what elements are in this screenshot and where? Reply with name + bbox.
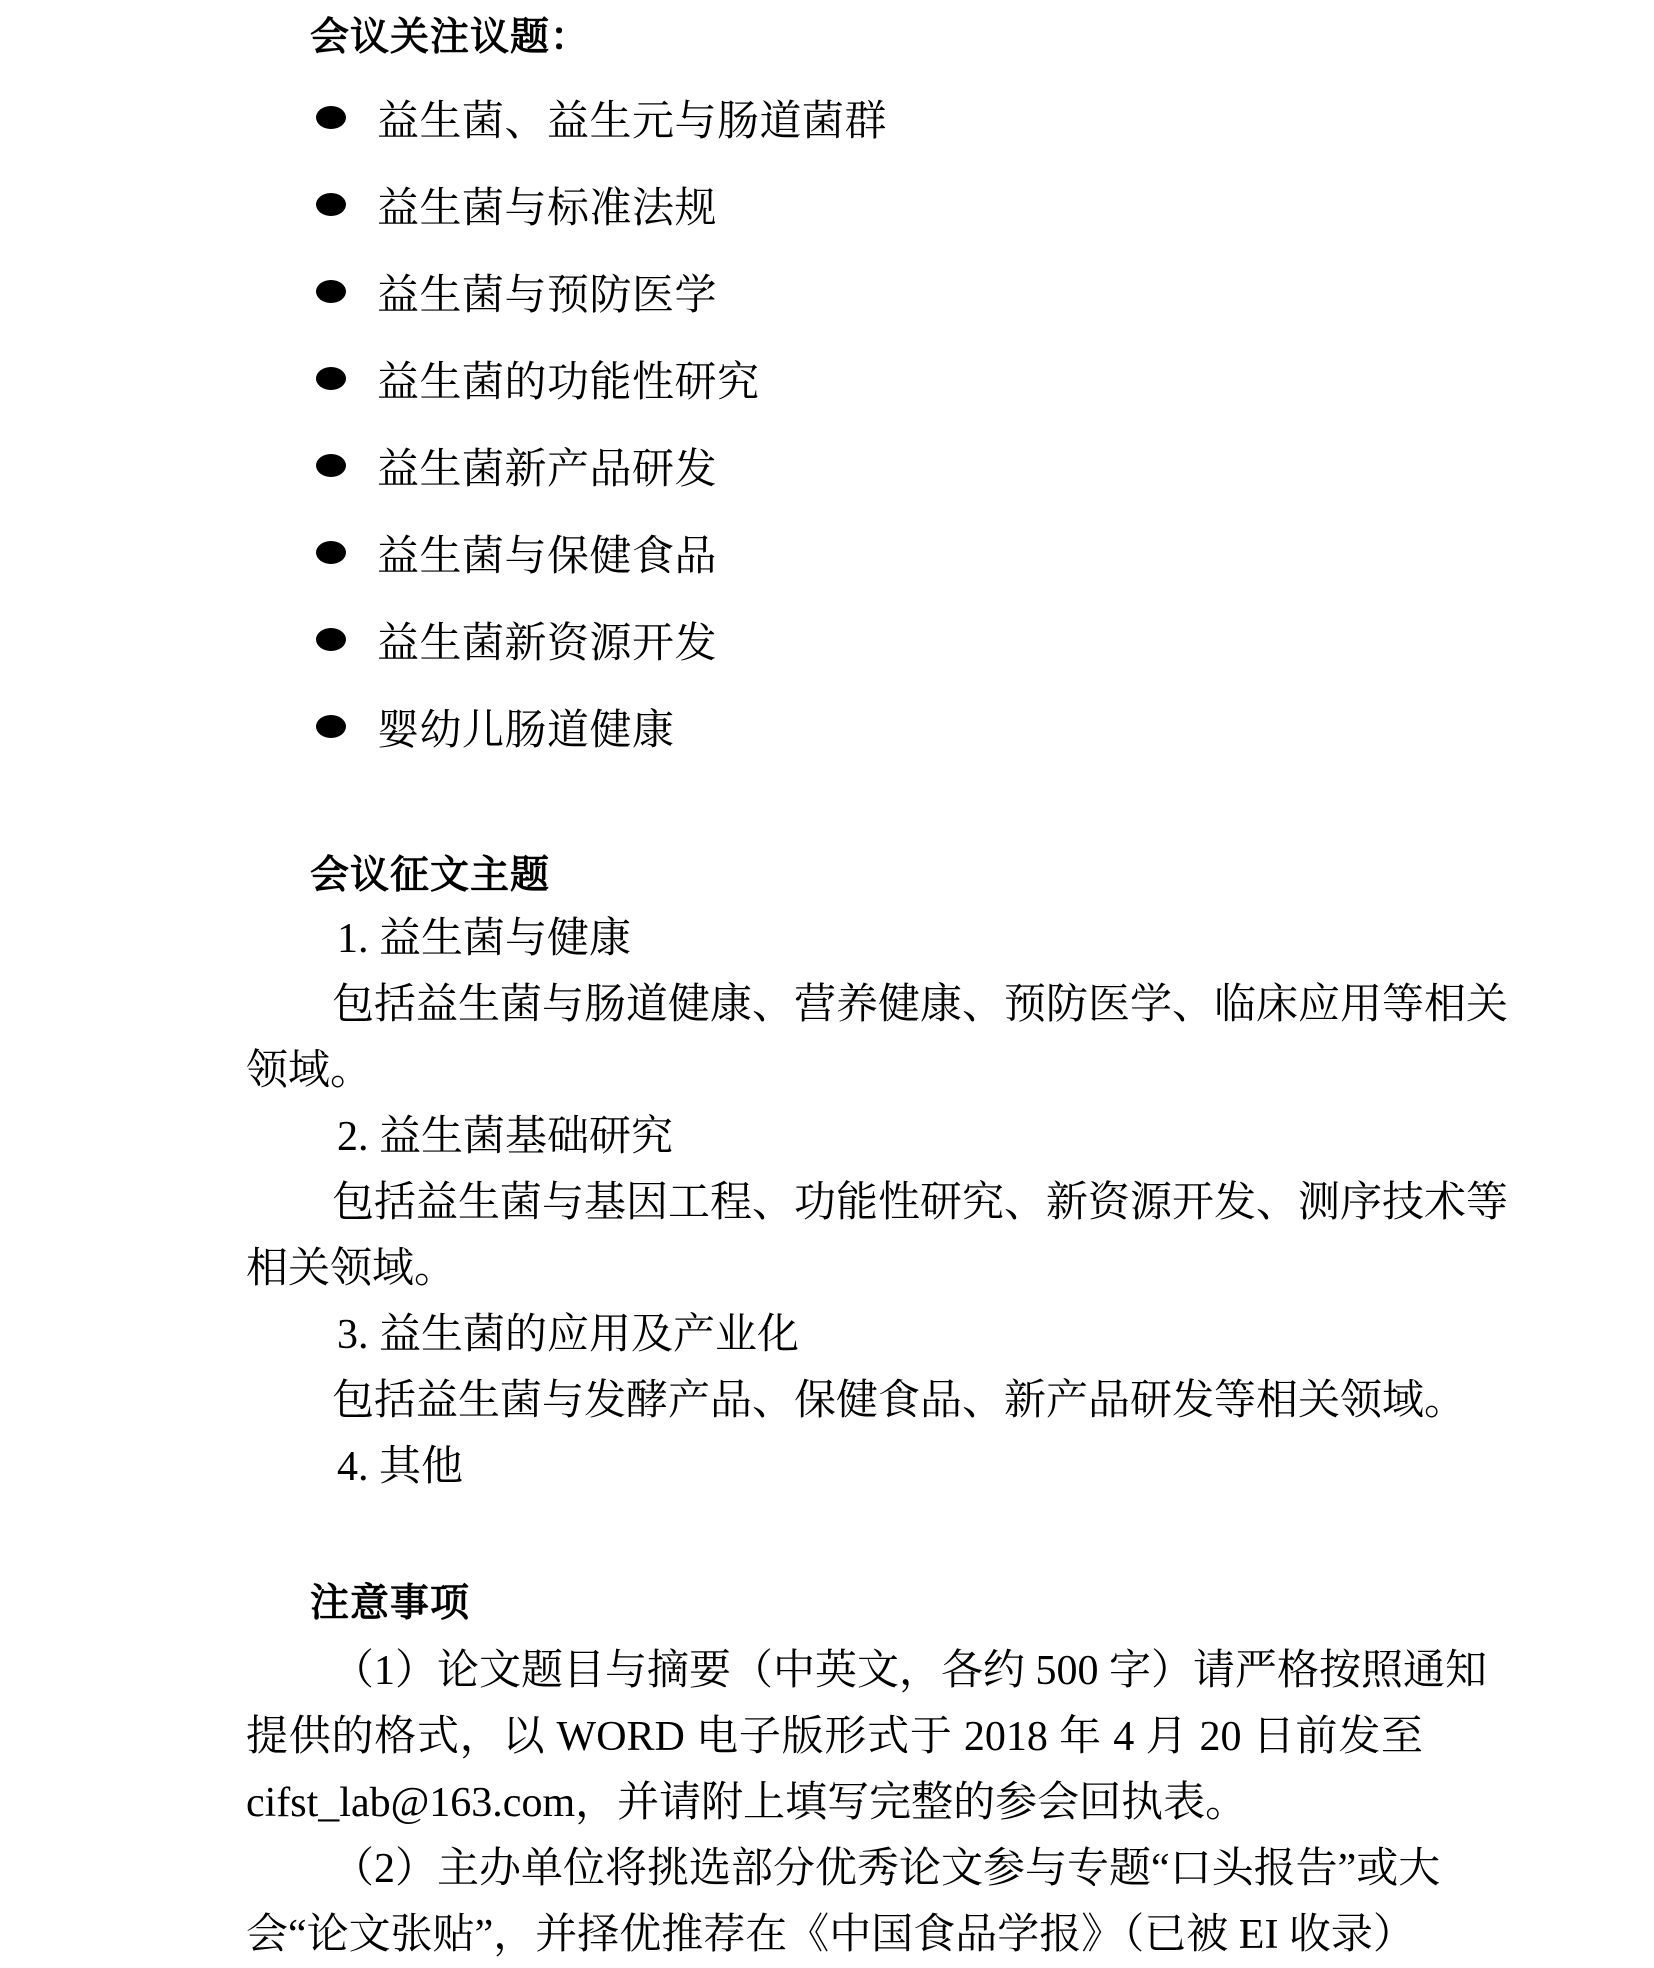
bullet-dot-icon (316, 454, 346, 477)
note-line: cifst_lab@163.com，并请附上填写完整的参会回执表。 (246, 1780, 1248, 1826)
bullet-dot-icon (316, 367, 346, 390)
bullet-dot-icon (316, 541, 346, 564)
cfp-item-title: 1. 益生菌与健康 (337, 916, 632, 962)
bullet-list-item (246, 683, 1423, 770)
bullet-item-label: 益生菌新产品研发 (377, 446, 718, 493)
bullet-list-item (246, 161, 1423, 248)
cfp-item-description-line: 领域。 (246, 1048, 373, 1094)
bullet-list-item (246, 335, 1423, 422)
notes-lines (246, 1638, 1488, 1968)
topics-section-heading: 会议关注议题： (310, 16, 591, 59)
bullet-dot-icon (316, 193, 346, 216)
notes-heading: 注意事项 (310, 1582, 471, 1625)
bullet-dot-icon (316, 280, 346, 303)
bullet-item-label: 益生菌、益生元与肠道菌群 (377, 98, 888, 145)
cfp-item-title: 3. 益生菌的应用及产业化 (337, 1312, 800, 1358)
bullet-item-label: 婴幼儿肠道健康 (377, 707, 675, 754)
bullet-item-label: 益生菌与预防医学 (377, 272, 718, 319)
document-content (246, 0, 1509, 1968)
bullet-list-item (246, 596, 1423, 683)
bullet-list-item (246, 248, 1423, 335)
bullet-dot-icon (316, 106, 346, 129)
bullet-item-label: 益生菌与保健食品 (377, 533, 718, 580)
bullet-dot-icon (316, 715, 346, 738)
note-line: （2）主办单位将挑选部分优秀论文参与专题“口头报告”或大 (332, 1846, 1441, 1892)
note-line: 会“论文张贴”，并择优推荐在《中国食品学报》（已被 EI 收录） (246, 1912, 1415, 1958)
cfp-item-description-line: 相关领域。 (246, 1246, 457, 1292)
bullet-list-item (246, 509, 1423, 596)
cfp-item-title: 4. 其他 (337, 1444, 464, 1490)
bullet-item-label: 益生菌新资源开发 (377, 620, 718, 667)
bullet-dot-icon (316, 628, 346, 651)
cfp-item-description-line: 包括益生菌与肠道健康、营养健康、预防医学、临床应用等相关 (332, 982, 1509, 1028)
cfp-item-title: 2. 益生菌基础研究 (337, 1114, 674, 1160)
bullet-item-label: 益生菌的功能性研究 (377, 359, 760, 406)
topics-bullet-list (246, 74, 1423, 770)
call-for-papers-heading: 会议征文主题 (310, 854, 551, 897)
cfp-item-description-line: 包括益生菌与基因工程、功能性研究、新资源开发、测序技术等 (332, 1180, 1509, 1226)
call-for-papers-lines (246, 906, 1509, 1500)
bullet-list-item (246, 74, 1423, 161)
cfp-item-description-line: 包括益生菌与发酵产品、保健食品、新产品研发等相关领域。 (332, 1378, 1467, 1424)
bullet-list-item (246, 422, 1423, 509)
note-line: 提供的格式，以 WORD 电子版形式于 2018 年 4 月 20 日前发至 (246, 1714, 1423, 1760)
bullet-item-label: 益生菌与标准法规 (377, 185, 718, 232)
note-line: （1）论文题目与摘要（中英文，各约 500 字）请严格按照通知 (332, 1648, 1488, 1694)
